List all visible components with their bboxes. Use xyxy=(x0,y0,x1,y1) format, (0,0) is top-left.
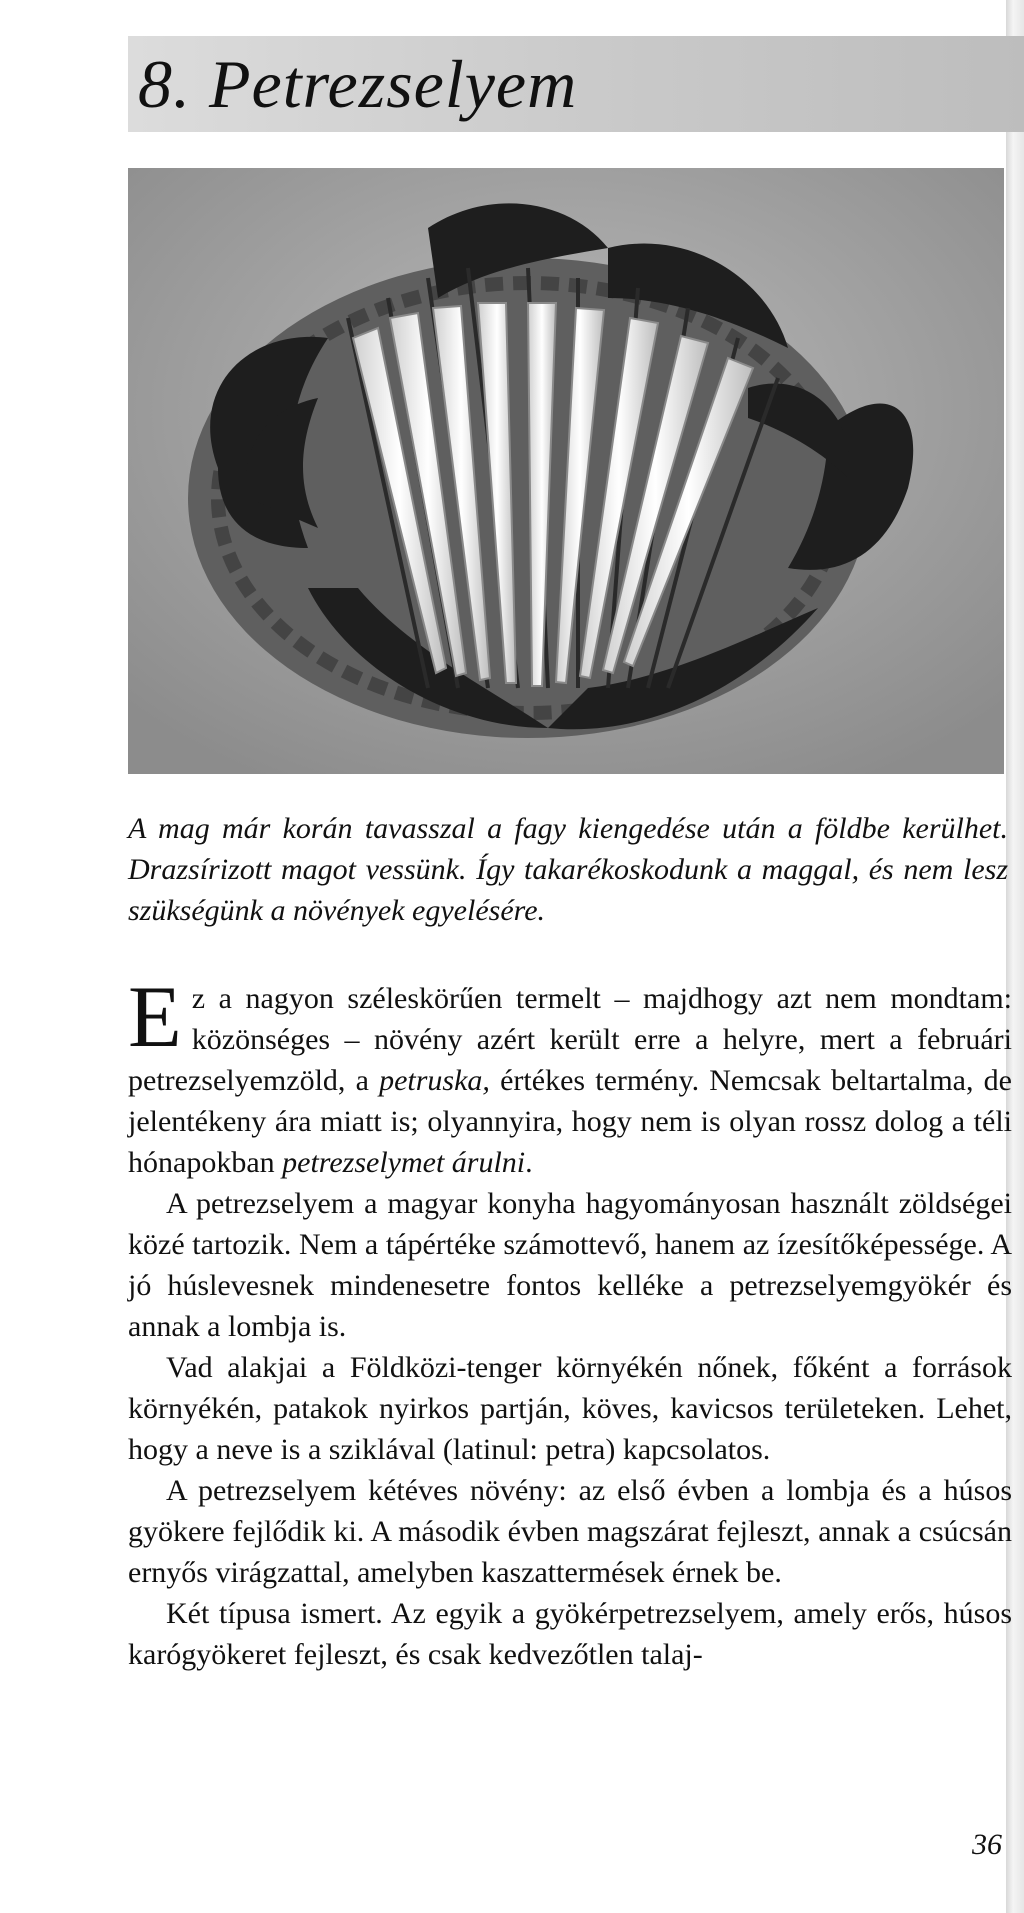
paragraph-1-italic-b: petrezselymet árulni xyxy=(282,1146,526,1179)
photo-caption: A mag már korán tavasszal a fagy kiengedése után a földbe kerülhet. Drazsírizott magot vessünk. Így takarékoskodunk a maggal, és nem lesz szükségünk a növények egyelésére. xyxy=(128,812,1008,927)
parsley-photo xyxy=(128,168,1004,774)
paragraph-1-italic-a: petruska, xyxy=(379,1064,490,1097)
paragraph-1-text-b: értékes termény. Nemcsak beltartalma, de jelentékeny ára miatt is; olyannyira, hogy nem is olyan rossz dolog a téli hónapokban xyxy=(128,1064,1013,1179)
paragraph-4: A petrezselyem kétéves növény: az első évben a lombja és a húsos gyökere fejlődik ki. A második évben magszárat fejleszt, annak a csúcsán ernyős virágzattal, amelyben kaszattermések érnek be. xyxy=(128,1474,1012,1589)
paragraph-5: Két típusa ismert. Az egyik a gyökérpetrezselyem, amely erős, húsos karógyökeret fejleszt, és csak kedvezőtlen talaj- xyxy=(128,1597,1012,1671)
drop-cap: E xyxy=(128,969,182,1066)
paragraph-1 xyxy=(128,969,1013,1183)
page-number: 36 xyxy=(972,1828,1002,1861)
paragraph-1-text-c: . xyxy=(525,1146,533,1179)
paragraph-3: Vad alakjai a Földközi-tenger környékén nőnek, főként a források környékén, patakok nyirkos partján, köves, kavicsos területeken. Lehet, hogy a neve is a sziklával (latinul: petra) kapcsolatos. xyxy=(128,1351,1012,1466)
body-text xyxy=(128,969,1013,1675)
paragraph-2: A petrezselyem a magyar konyha hagyományosan használt zöldségei közé tartozik. Nem a tápértéke számottevő, hanem az ízesítőképessége. A jó húslevesnek mindenesetre fontos kelléke a petrezselyemgyökér és annak a lombja is. xyxy=(128,1187,1012,1343)
paragraph-1-text-a: z a nagyon széleskörűen termelt – majdhogy azt nem mondtam: közönséges – növény azért került erre a helyre, mert a februári petrezselyemzöld, a xyxy=(128,982,1012,1097)
chapter-title: 8. Petrezselyem xyxy=(138,46,578,122)
